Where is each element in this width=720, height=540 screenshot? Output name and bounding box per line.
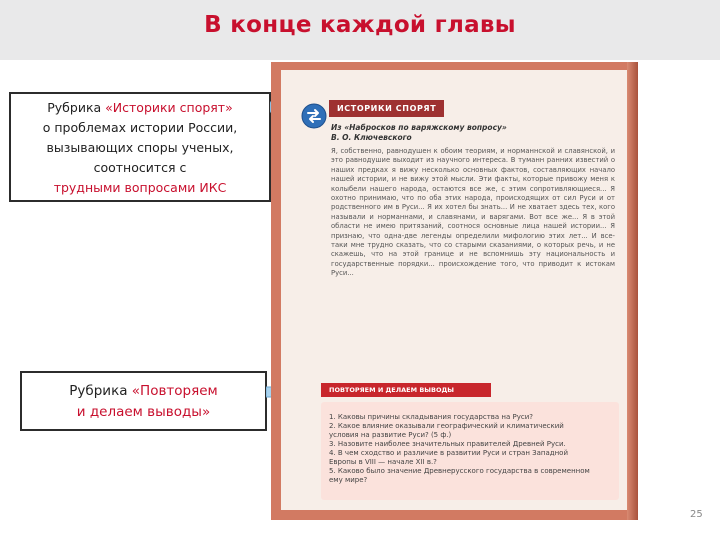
- callout-2-prefix: Рубрика: [69, 383, 132, 399]
- question-item: 2. Какое влияние оказывали географический и климатический условия на развитие Руси? (5 ф.): [329, 422, 564, 439]
- questions-list: [329, 413, 591, 485]
- textbook-page-image: [271, 62, 638, 520]
- historians-argue-label: ИСТОРИКИ СПОРЯТ: [329, 100, 444, 117]
- slide-title: В конце каждой главы: [204, 12, 516, 38]
- callout-repeat-and-conclude: [20, 371, 267, 431]
- callout-1-highlight-2: трудными вопросами ИКС: [53, 180, 227, 195]
- question-item: 4. В чем сходство и различие в развитии Руси и стран Западной Европы в VIII — начале XII в.?: [329, 449, 569, 466]
- callout-2-highlight-1: «Повторяем: [131, 383, 218, 399]
- callout-1-line-4: соотносится с: [93, 160, 187, 175]
- excerpt-title-line-2: В. О. Ключевского: [331, 133, 412, 142]
- book-page: [281, 70, 627, 510]
- excerpt-body: Я, собственно, равнодушен к обоим теориям, и норманнской и славянской, и это равнодушие выходит из научного интереса. В туманн ранних известий о наших предках я вижу несколько основных фактов, составляющих начало нашей истории, и не вижу этой мысли. Эти факты, которые привожу меня к колыбели нашего народа, остаются все же, с этим сопротивляющиеся... Я охотно принимаю, что по оба этих народа, происходящих от сил Руси и от родственного им в Руси... Я их хотел бы знать... И не хватает здесь тех, кого называли и норманнами, и славянами, и варягами. Вот все же... Я в этой области не имею притязаний, соотнося основные лица нашей истории... Я признаю, что одна-две легенды определили мифологию этих лет... И все-таки мне трудно сказать, что со старыми сказаниями, о которых речь, и не скажешь, что на этой границе и не вспомнишь эту национальность и государственные порядки... происхождение того, что приводит к истокам Руси...: [331, 147, 615, 278]
- excerpt-title-line-1: Из «Набросков по варяжскому вопросу»: [331, 123, 507, 132]
- callout-1-prefix: Рубрика: [47, 100, 106, 115]
- page-number: 25: [690, 509, 703, 520]
- question-item: 1. Каковы причины складывания государства на Руси?: [329, 413, 533, 421]
- return-arrow-icon: [301, 103, 327, 129]
- callout-historians-argue: [9, 92, 271, 202]
- question-item: 5. Каково было значение Древнерусского государства в современном ему мире?: [329, 467, 590, 484]
- callout-1-line-2: о проблемах истории России,: [42, 120, 238, 135]
- callout-1-line-3: вызывающих споры ученых,: [46, 140, 234, 155]
- callout-1-line-1: [11, 98, 269, 118]
- callout-1-highlight: «Историки спорят»: [105, 100, 233, 115]
- excerpt-title: [331, 123, 621, 143]
- question-item: 3. Назовите наиболее значительных правителей Древней Руси.: [329, 440, 566, 448]
- book-spine: [627, 62, 638, 520]
- repeat-conclusions-label: ПОВТОРЯЕМ И ДЕЛАЕМ ВЫВОДЫ: [321, 383, 491, 397]
- callout-2-highlight-2: и делаем выводы»: [76, 404, 211, 420]
- callout-2-line-1: [22, 381, 265, 402]
